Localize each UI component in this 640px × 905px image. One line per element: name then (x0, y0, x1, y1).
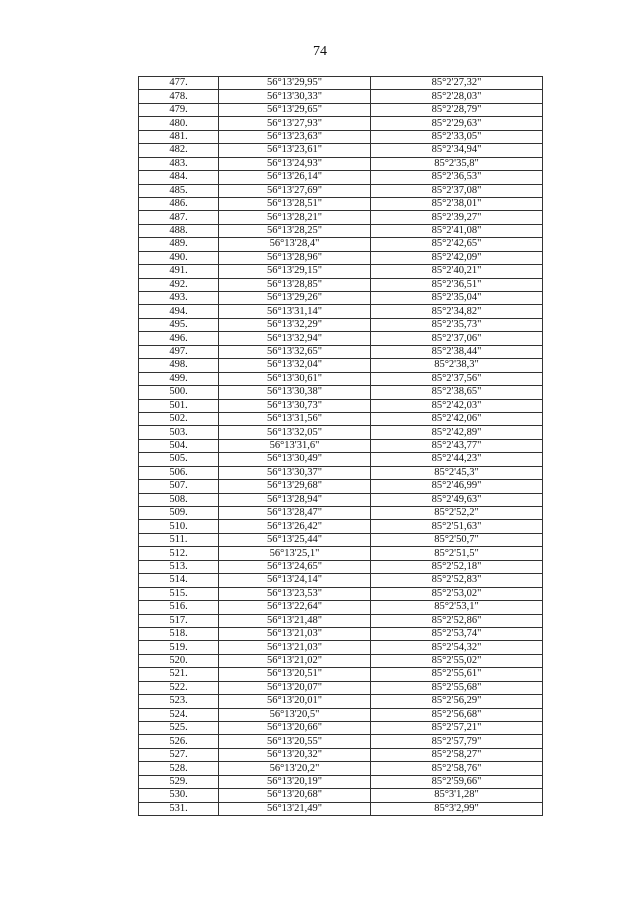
point-number-cell: 490. (139, 251, 219, 264)
longitude-cell: 85°2'45,3" (371, 466, 543, 479)
longitude-cell: 85°2'42,89" (371, 426, 543, 439)
point-number-cell: 518. (139, 627, 219, 640)
longitude-cell: 85°2'58,27" (371, 748, 543, 761)
table-row (139, 224, 543, 237)
latitude-cell: 56°13'32,04" (219, 359, 371, 372)
longitude-cell: 85°2'41,08" (371, 224, 543, 237)
longitude-cell: 85°3'1,28" (371, 789, 543, 802)
point-number-cell: 527. (139, 748, 219, 761)
longitude-cell: 85°2'38,44" (371, 345, 543, 358)
point-number-cell: 520. (139, 654, 219, 667)
point-number-cell: 504. (139, 439, 219, 452)
latitude-cell: 56°13'26,14" (219, 171, 371, 184)
point-number-cell: 487. (139, 211, 219, 224)
latitude-cell: 56°13'30,33" (219, 90, 371, 103)
point-number-cell: 517. (139, 614, 219, 627)
table-row (139, 493, 543, 506)
latitude-cell: 56°13'23,53" (219, 587, 371, 600)
latitude-cell: 56°13'31,6" (219, 439, 371, 452)
longitude-cell: 85°2'40,21" (371, 265, 543, 278)
table-row (139, 654, 543, 667)
latitude-cell: 56°13'29,68" (219, 480, 371, 493)
point-number-cell: 498. (139, 359, 219, 372)
point-number-cell: 506. (139, 466, 219, 479)
latitude-cell: 56°13'20,5" (219, 708, 371, 721)
point-number-cell: 530. (139, 789, 219, 802)
table-row (139, 318, 543, 331)
latitude-cell: 56°13'28,96" (219, 251, 371, 264)
point-number-cell: 512. (139, 547, 219, 560)
table-row (139, 601, 543, 614)
latitude-cell: 56°13'26,42" (219, 520, 371, 533)
table-row (139, 426, 543, 439)
longitude-cell: 85°2'37,56" (371, 372, 543, 385)
latitude-cell: 56°13'32,94" (219, 332, 371, 345)
latitude-cell: 56°13'27,69" (219, 184, 371, 197)
table-row (139, 157, 543, 170)
table-row (139, 117, 543, 130)
longitude-cell: 85°2'42,65" (371, 238, 543, 251)
table-row (139, 775, 543, 788)
longitude-cell: 85°2'49,63" (371, 493, 543, 506)
table-row (139, 762, 543, 775)
latitude-cell: 56°13'31,56" (219, 412, 371, 425)
longitude-cell: 85°2'43,77" (371, 439, 543, 452)
longitude-cell: 85°2'55,68" (371, 681, 543, 694)
point-number-cell: 485. (139, 184, 219, 197)
table-row (139, 184, 543, 197)
table-row (139, 681, 543, 694)
point-number-cell: 519. (139, 641, 219, 654)
table-row (139, 439, 543, 452)
latitude-cell: 56°13'21,03" (219, 641, 371, 654)
latitude-cell: 56°13'27,93" (219, 117, 371, 130)
table-row (139, 560, 543, 573)
table-row (139, 722, 543, 735)
longitude-cell: 85°2'42,06" (371, 412, 543, 425)
point-number-cell: 496. (139, 332, 219, 345)
table-row (139, 520, 543, 533)
longitude-cell: 85°2'27,32" (371, 77, 543, 90)
point-number-cell: 513. (139, 560, 219, 573)
table-row (139, 211, 543, 224)
table-row (139, 265, 543, 278)
point-number-cell: 531. (139, 802, 219, 815)
latitude-cell: 56°13'20,2" (219, 762, 371, 775)
latitude-cell: 56°13'30,61" (219, 372, 371, 385)
latitude-cell: 56°13'30,73" (219, 399, 371, 412)
latitude-cell: 56°13'29,26" (219, 292, 371, 305)
longitude-cell: 85°2'35,04" (371, 292, 543, 305)
table-row (139, 533, 543, 546)
longitude-cell: 85°3'2,99" (371, 802, 543, 815)
point-number-cell: 503. (139, 426, 219, 439)
table-row (139, 480, 543, 493)
table-row (139, 789, 543, 802)
latitude-cell: 56°13'20,32" (219, 748, 371, 761)
point-number-cell: 499. (139, 372, 219, 385)
longitude-cell: 85°2'55,02" (371, 654, 543, 667)
longitude-cell: 85°2'36,51" (371, 278, 543, 291)
point-number-cell: 529. (139, 775, 219, 788)
coordinates-table (138, 76, 543, 816)
table-row (139, 103, 543, 116)
table-row (139, 399, 543, 412)
latitude-cell: 56°13'24,65" (219, 560, 371, 573)
point-number-cell: 480. (139, 117, 219, 130)
table-row (139, 332, 543, 345)
latitude-cell: 56°13'21,49" (219, 802, 371, 815)
longitude-cell: 85°2'55,61" (371, 668, 543, 681)
point-number-cell: 482. (139, 144, 219, 157)
point-number-cell: 500. (139, 386, 219, 399)
point-number-cell: 488. (139, 224, 219, 237)
point-number-cell: 501. (139, 399, 219, 412)
latitude-cell: 56°13'32,29" (219, 318, 371, 331)
latitude-cell: 56°13'28,51" (219, 197, 371, 210)
latitude-cell: 56°13'28,85" (219, 278, 371, 291)
point-number-cell: 514. (139, 574, 219, 587)
point-number-cell: 494. (139, 305, 219, 318)
longitude-cell: 85°2'54,32" (371, 641, 543, 654)
table-row (139, 802, 543, 815)
table-row (139, 197, 543, 210)
longitude-cell: 85°2'38,65" (371, 386, 543, 399)
table-row (139, 748, 543, 761)
longitude-cell: 85°2'46,99" (371, 480, 543, 493)
table-row (139, 130, 543, 143)
longitude-cell: 85°2'42,03" (371, 399, 543, 412)
table-row (139, 587, 543, 600)
point-number-cell: 491. (139, 265, 219, 278)
latitude-cell: 56°13'28,47" (219, 507, 371, 520)
longitude-cell: 85°2'52,86" (371, 614, 543, 627)
longitude-cell: 85°2'53,74" (371, 627, 543, 640)
table-row (139, 90, 543, 103)
longitude-cell: 85°2'35,73" (371, 318, 543, 331)
longitude-cell: 85°2'56,68" (371, 708, 543, 721)
latitude-cell: 56°13'32,65" (219, 345, 371, 358)
point-number-cell: 489. (139, 238, 219, 251)
longitude-cell: 85°2'53,1" (371, 601, 543, 614)
latitude-cell: 56°13'20,19" (219, 775, 371, 788)
longitude-cell: 85°2'37,06" (371, 332, 543, 345)
latitude-cell: 56°13'30,37" (219, 466, 371, 479)
longitude-cell: 85°2'34,94" (371, 144, 543, 157)
table-row (139, 292, 543, 305)
longitude-cell: 85°2'28,03" (371, 90, 543, 103)
table-row (139, 708, 543, 721)
longitude-cell: 85°2'57,79" (371, 735, 543, 748)
longitude-cell: 85°2'58,76" (371, 762, 543, 775)
longitude-cell: 85°2'38,3" (371, 359, 543, 372)
table-row (139, 372, 543, 385)
longitude-cell: 85°2'53,02" (371, 587, 543, 600)
latitude-cell: 56°13'29,15" (219, 265, 371, 278)
latitude-cell: 56°13'28,4" (219, 238, 371, 251)
point-number-cell: 495. (139, 318, 219, 331)
page-number: 74 (313, 44, 327, 59)
longitude-cell: 85°2'52,2" (371, 507, 543, 520)
longitude-cell: 85°2'52,83" (371, 574, 543, 587)
latitude-cell: 56°13'25,44" (219, 533, 371, 546)
table-row (139, 345, 543, 358)
point-number-cell: 493. (139, 292, 219, 305)
point-number-cell: 510. (139, 520, 219, 533)
latitude-cell: 56°13'29,95" (219, 77, 371, 90)
point-number-cell: 524. (139, 708, 219, 721)
latitude-cell: 56°13'20,68" (219, 789, 371, 802)
point-number-cell: 502. (139, 412, 219, 425)
longitude-cell: 85°2'44,23" (371, 453, 543, 466)
point-number-cell: 478. (139, 90, 219, 103)
longitude-cell: 85°2'59,66" (371, 775, 543, 788)
table-row (139, 453, 543, 466)
longitude-cell: 85°2'28,79" (371, 103, 543, 116)
point-number-cell: 479. (139, 103, 219, 116)
latitude-cell: 56°13'21,03" (219, 627, 371, 640)
point-number-cell: 481. (139, 130, 219, 143)
point-number-cell: 508. (139, 493, 219, 506)
longitude-cell: 85°2'39,27" (371, 211, 543, 224)
table-row (139, 668, 543, 681)
longitude-cell: 85°2'34,82" (371, 305, 543, 318)
longitude-cell: 85°2'37,08" (371, 184, 543, 197)
longitude-cell: 85°2'57,21" (371, 722, 543, 735)
longitude-cell: 85°2'51,5" (371, 547, 543, 560)
latitude-cell: 56°13'29,65" (219, 103, 371, 116)
latitude-cell: 56°13'23,63" (219, 130, 371, 143)
latitude-cell: 56°13'31,14" (219, 305, 371, 318)
point-number-cell: 515. (139, 587, 219, 600)
point-number-cell: 492. (139, 278, 219, 291)
latitude-cell: 56°13'28,25" (219, 224, 371, 237)
longitude-cell: 85°2'33,05" (371, 130, 543, 143)
point-number-cell: 522. (139, 681, 219, 694)
table-row (139, 614, 543, 627)
table-row (139, 305, 543, 318)
table-row (139, 735, 543, 748)
table-row (139, 171, 543, 184)
point-number-cell: 507. (139, 480, 219, 493)
table-row (139, 627, 543, 640)
longitude-cell: 85°2'29,63" (371, 117, 543, 130)
longitude-cell: 85°2'38,01" (371, 197, 543, 210)
table-row (139, 574, 543, 587)
point-number-cell: 484. (139, 171, 219, 184)
latitude-cell: 56°13'32,05" (219, 426, 371, 439)
table-row (139, 359, 543, 372)
latitude-cell: 56°13'28,94" (219, 493, 371, 506)
latitude-cell: 56°13'24,93" (219, 157, 371, 170)
longitude-cell: 85°2'52,18" (371, 560, 543, 573)
table-row (139, 251, 543, 264)
latitude-cell: 56°13'20,66" (219, 722, 371, 735)
longitude-cell: 85°2'36,53" (371, 171, 543, 184)
latitude-cell: 56°13'30,49" (219, 453, 371, 466)
longitude-cell: 85°2'56,29" (371, 695, 543, 708)
table-row (139, 77, 543, 90)
coordinates-table-body (139, 77, 543, 816)
point-number-cell: 528. (139, 762, 219, 775)
latitude-cell: 56°13'20,51" (219, 668, 371, 681)
point-number-cell: 516. (139, 601, 219, 614)
longitude-cell: 85°2'42,09" (371, 251, 543, 264)
latitude-cell: 56°13'25,1" (219, 547, 371, 560)
latitude-cell: 56°13'20,01" (219, 695, 371, 708)
point-number-cell: 509. (139, 507, 219, 520)
longitude-cell: 85°2'50,7" (371, 533, 543, 546)
table-row (139, 386, 543, 399)
point-number-cell: 526. (139, 735, 219, 748)
latitude-cell: 56°13'21,02" (219, 654, 371, 667)
table-row (139, 278, 543, 291)
point-number-cell: 521. (139, 668, 219, 681)
latitude-cell: 56°13'21,48" (219, 614, 371, 627)
table-row (139, 547, 543, 560)
point-number-cell: 511. (139, 533, 219, 546)
latitude-cell: 56°13'22,64" (219, 601, 371, 614)
table-row (139, 641, 543, 654)
point-number-cell: 523. (139, 695, 219, 708)
latitude-cell: 56°13'24,14" (219, 574, 371, 587)
latitude-cell: 56°13'20,07" (219, 681, 371, 694)
longitude-cell: 85°2'35,8" (371, 157, 543, 170)
longitude-cell: 85°2'51,63" (371, 520, 543, 533)
latitude-cell: 56°13'30,38" (219, 386, 371, 399)
latitude-cell: 56°13'28,21" (219, 211, 371, 224)
table-row (139, 466, 543, 479)
table-row (139, 507, 543, 520)
latitude-cell: 56°13'20,55" (219, 735, 371, 748)
point-number-cell: 486. (139, 197, 219, 210)
table-row (139, 695, 543, 708)
latitude-cell: 56°13'23,61" (219, 144, 371, 157)
point-number-cell: 525. (139, 722, 219, 735)
point-number-cell: 497. (139, 345, 219, 358)
table-row (139, 238, 543, 251)
point-number-cell: 505. (139, 453, 219, 466)
table-row (139, 144, 543, 157)
point-number-cell: 483. (139, 157, 219, 170)
table-row (139, 412, 543, 425)
point-number-cell: 477. (139, 77, 219, 90)
